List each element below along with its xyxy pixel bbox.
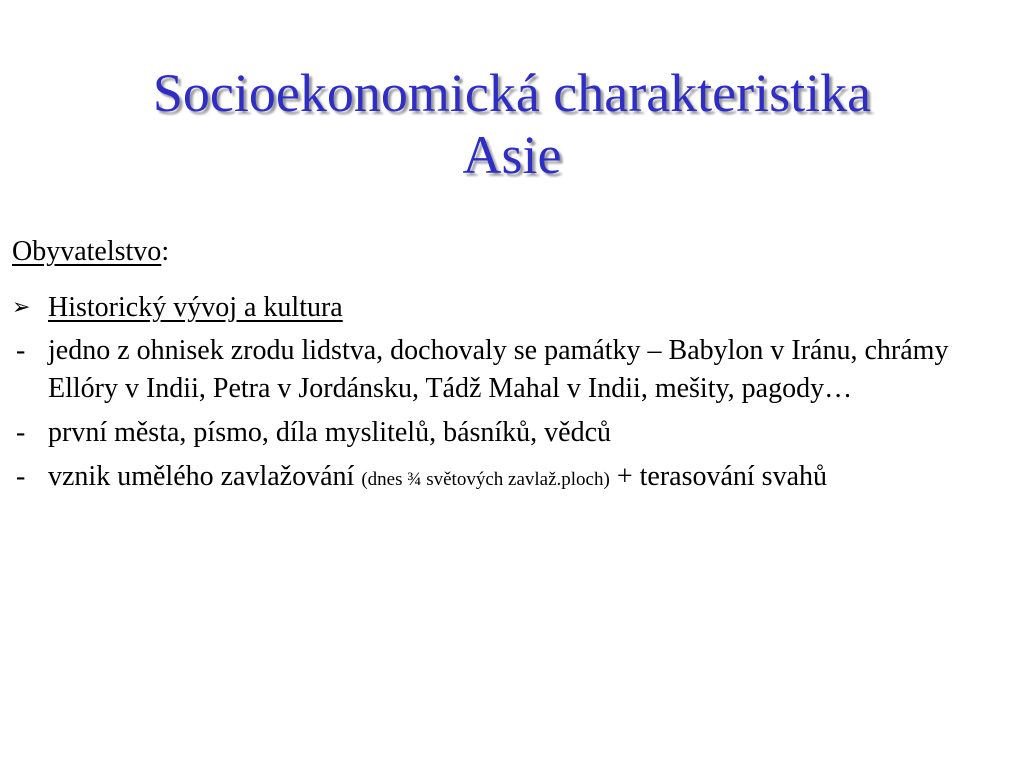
title-line-2: Asie <box>462 125 562 185</box>
list-item-text-before: vznik umělého zavlažování <box>48 461 362 492</box>
title-line-1: Socioekonomická charakteristika <box>152 63 872 123</box>
slide-title <box>0 62 1024 186</box>
list-item-text <box>48 461 827 492</box>
list-item-note: (dnes ¾ světových zavlaž.ploch) <box>361 469 610 490</box>
section-heading-suffix: : <box>161 236 170 267</box>
slide-content <box>12 230 1012 505</box>
arrow-bullet-icon: ➢ <box>12 295 31 320</box>
list-item <box>12 414 1012 452</box>
list-item <box>12 332 1012 408</box>
bullet-list <box>12 332 1012 499</box>
section-heading-label: Obyvatelstvo <box>12 236 162 267</box>
dash-marker: - <box>16 335 26 366</box>
section-heading <box>12 230 1012 274</box>
dash-marker: - <box>16 461 26 492</box>
dash-marker: - <box>16 417 26 448</box>
list-item-text: první města, písmo, díla myslitelů, básníků, vědců <box>48 417 612 448</box>
subsection-heading <box>12 288 1012 328</box>
list-item-text: jedno z ohnisek zrodu lidstva, dochovaly se památky – Babylon v Iránu, chrámy Ellóry v Indii, Petra v Jordánsku, Tádž Mahal v Indii, mešity, pagody… <box>48 335 949 404</box>
list-item <box>12 458 1012 499</box>
subsection-heading-label: Historický vývoj a kultura <box>48 292 343 323</box>
list-item-text-after: + terasování svahů <box>609 461 828 492</box>
